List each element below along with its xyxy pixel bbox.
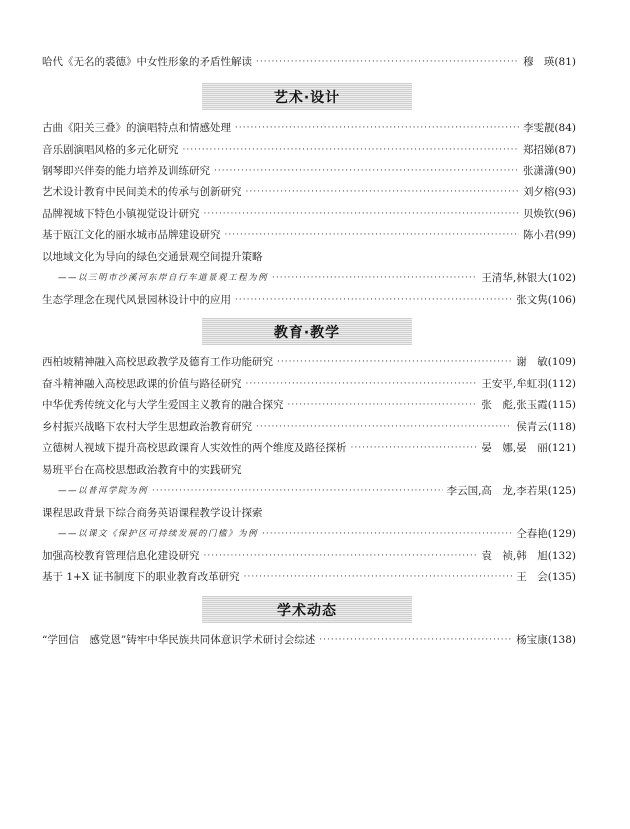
toc-entry bbox=[42, 162, 576, 178]
toc-entry-author-page: 仝春艳(129) bbox=[516, 528, 576, 540]
toc-entry-title: 立德树人视域下提升高校思政课育人实效性的两个维度及路径探析 bbox=[42, 442, 347, 454]
toc-entry-title: 西柏坡精神融入高校思政教学及德育工作功能研究 bbox=[42, 356, 273, 368]
section-title: 艺术·设计 bbox=[273, 89, 341, 106]
section-title: 教育·教学 bbox=[273, 324, 341, 341]
toc-entry-subtitle-text: ——以三明市沙溪河东岸自行车道景观工程为例 bbox=[58, 273, 269, 283]
toc-entry-title: 乡村振兴战略下农村大学生思想政治教育研究 bbox=[42, 421, 252, 433]
section-header-education bbox=[202, 318, 412, 345]
toc-entry-title: 基于瓯江文化的丽水城市品牌建设研究 bbox=[42, 229, 221, 241]
toc-entry bbox=[42, 631, 576, 647]
toc-entry bbox=[42, 183, 576, 199]
leader-dots bbox=[244, 570, 513, 584]
toc-entry bbox=[42, 53, 576, 69]
toc-entry-main-title bbox=[42, 504, 576, 520]
leader-dots bbox=[235, 121, 519, 135]
toc-entry-subtitle bbox=[42, 269, 576, 285]
toc-entry bbox=[42, 568, 576, 584]
toc-entry-title: 品牌视域下特色小镇视觉设计研究 bbox=[42, 208, 200, 220]
toc-entry-author-page: 王 会(135) bbox=[516, 571, 576, 583]
toc-entry-title: 易班平台在高校思想政治教育中的实践研究 bbox=[42, 464, 242, 476]
leader-dots bbox=[272, 271, 477, 285]
toc-entry bbox=[42, 396, 576, 412]
toc-entry bbox=[42, 226, 576, 242]
toc-entry-subtitle bbox=[42, 482, 576, 498]
toc-entry-author-page: 贝焕钦(96) bbox=[522, 208, 576, 220]
toc-entry bbox=[42, 119, 576, 135]
toc-entry-author-page: 袁 祯,韩 旭(132) bbox=[481, 550, 576, 562]
toc-entry-author-page: 刘夕榕(93) bbox=[522, 186, 576, 198]
toc-entry-author-page: 侯青云(118) bbox=[516, 421, 576, 433]
leader-dots bbox=[277, 355, 512, 369]
toc-entry-author-page: 郑招娣(87) bbox=[522, 144, 576, 156]
leader-dots bbox=[256, 55, 519, 69]
toc-entry-title: 哈代《无名的裘德》中女性形象的矛盾性解读 bbox=[42, 56, 252, 68]
toc-entry bbox=[42, 439, 576, 455]
toc-entry-author-page: 陈小君(99) bbox=[522, 229, 576, 241]
toc-entry-author-page: 李雯靓(84) bbox=[522, 122, 576, 134]
leader-dots bbox=[262, 527, 512, 541]
toc-entry-subtitle-text: ——以普洱学院为例 bbox=[58, 486, 149, 496]
toc-entry-subtitle bbox=[42, 525, 576, 541]
leader-dots bbox=[235, 293, 512, 307]
toc-entry-main-title bbox=[42, 461, 576, 477]
toc-entry-title: 以地域文化为导向的绿色交通景观空间提升策略 bbox=[42, 251, 263, 263]
toc-entry-author-page: 杨宝康(138) bbox=[516, 634, 576, 646]
toc-entry-author-page: 晏 娜,晏 丽(121) bbox=[481, 442, 576, 454]
leader-dots bbox=[256, 420, 512, 434]
toc-entry-title: 音乐剧演唱风格的多元化研究 bbox=[42, 144, 179, 156]
leader-dots bbox=[246, 377, 478, 391]
toc-entry-title: 加强高校教育管理信息化建设研究 bbox=[42, 550, 200, 562]
leader-dots bbox=[183, 143, 519, 157]
toc-entry bbox=[42, 205, 576, 221]
toc-entry bbox=[42, 291, 576, 307]
toc-entry bbox=[42, 418, 576, 434]
toc-entry-author-page: 张潇潇(90) bbox=[522, 165, 576, 177]
toc-entry-title: 中华优秀传统文化与大学生爱国主义教育的融合探究 bbox=[42, 399, 284, 411]
toc-entry bbox=[42, 375, 576, 391]
leader-dots bbox=[204, 549, 478, 563]
toc-entry-author-page: 李云国,高 龙,李若果(125) bbox=[446, 485, 576, 497]
section-header-art-design bbox=[202, 83, 412, 110]
toc-entry-title: 课程思政背景下综合商务英语课程教学设计探索 bbox=[42, 507, 263, 519]
toc-entry-author-page: 王清华,林银大(102) bbox=[481, 272, 576, 284]
leader-dots bbox=[204, 207, 519, 221]
toc-entry-title: 艺术设计教育中民间美术的传承与创新研究 bbox=[42, 186, 242, 198]
toc-entry-author-page: 张 彪,张玉霞(115) bbox=[481, 399, 576, 411]
toc-entry-title: 古曲《阳关三叠》的演唱特点和情感处理 bbox=[42, 122, 231, 134]
leader-dots bbox=[288, 398, 478, 412]
toc-entry-title: “学回信 感党恩”铸牢中华民族共同体意识学术研讨会综述 bbox=[42, 634, 316, 646]
toc-entry-title: 钢琴即兴伴奏的能力培养及训练研究 bbox=[42, 165, 210, 177]
leader-dots bbox=[152, 484, 443, 498]
leader-dots bbox=[319, 633, 512, 647]
section-header-academic-news bbox=[202, 596, 412, 623]
toc-entry-title: 奋斗精神融入高校思政课的价值与路径研究 bbox=[42, 378, 242, 390]
leader-dots bbox=[214, 164, 519, 178]
toc-entry-subtitle-text: ——以课文《保护区可持续发展的门槛》为例 bbox=[58, 529, 259, 539]
toc-entry bbox=[42, 547, 576, 563]
toc-entry bbox=[42, 353, 576, 369]
toc-entry-author-page: 谢 敏(109) bbox=[516, 356, 576, 368]
toc-entry-author-page: 张文隽(106) bbox=[516, 294, 576, 306]
leader-dots bbox=[351, 441, 478, 455]
leader-dots bbox=[246, 185, 519, 199]
toc-entry-author-page: 王安平,牟虹羽(112) bbox=[481, 378, 576, 390]
toc-entry-author-page: 穆 瑛(81) bbox=[522, 56, 576, 68]
section-title: 学术动态 bbox=[277, 602, 337, 619]
toc-entry-title: 基于 1+X 证书制度下的职业教育改革研究 bbox=[42, 571, 240, 583]
toc-entry bbox=[42, 141, 576, 157]
leader-dots bbox=[225, 228, 519, 242]
toc-entry-main-title bbox=[42, 248, 576, 264]
toc-entry-title: 生态学理念在现代风景园林设计中的应用 bbox=[42, 294, 231, 306]
